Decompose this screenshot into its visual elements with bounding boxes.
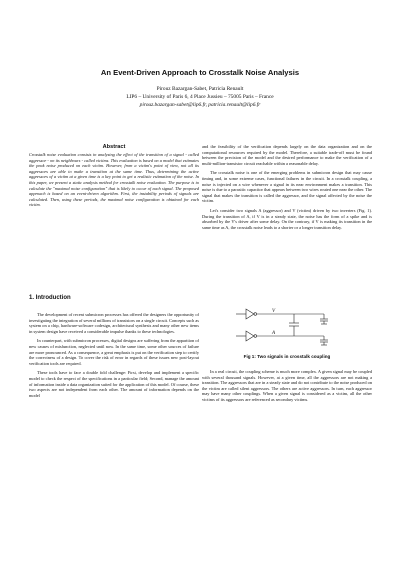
right-column-bottom bbox=[202, 369, 372, 403]
figure-label-a: A bbox=[272, 331, 276, 336]
section-heading-introduction: 1. Introduction bbox=[29, 295, 71, 301]
right-paragraph-2: The crosstalk noise is one of the emerging problems in submicron design that may cause timing and, in some extreme cases, functional failures in the circuit. In a crosstalk coupling, a noise is injected on a wire whenever a signal in its near environment makes a transition. This noise is due to a parasitic capacitor that appears between two wires routed one near the other. The signal that makes the transition is called the aggressor, and the signal affected by the noise the victim. bbox=[202, 170, 372, 204]
right-paragraph-1: and the feasibility of the verification depends largely on the data organization and on the computational resources required by the model. Therefore, a suitable trade-off must be found between the precision of the model and the desired performance to make the verification of a multi-million-transistor circuit reachable within a reasonable delay. bbox=[202, 144, 372, 166]
intro-paragraph: These tools have to face a double fold challenge: First, develop and implement a specific model to check the respect of the specifications in a particular field; Second, manage the amount of information inside a data organization suited for the application of this model. Of course, these two aspects are not independent from each other. The amount of information depends on the model bbox=[29, 370, 199, 398]
figure-label-v: V bbox=[272, 309, 276, 314]
intro-paragraph: In counterpart, with submicron processes, digital designs are suffering from the apparition of new causes of misfunction, neglected until now. In the same time, some other sources of failure are more pronounced. As a consequence, a great emphasis is put on the verification step to certify the correctness of a design. To cover the risk of error in regards of these issues new post-layout verification tools are required. bbox=[29, 338, 199, 366]
abstract-text: Crosstalk noise evaluation consists in analysing the effect of the transition of a signal - called aggressor - on its neighbours - called victims. This evaluation is based on a model that estimates the peak noise produced on each victim. However, from a victim's point of view, not all its aggressors are able to make a transition at the same time. Thus, determining the active aggressors of a victim at a given time is a key point to get a realistic estimation of the noise. In this paper, we present a static analysis method for crosstalk noise evaluation. The purpose is to calculate the "maximal noise configuration" that is likely to occur of each signal. The proposed approach is based on an event-driven algorithm. First, the instability periods of signals are calculated. Then, using these periods, the maximal noise configuration is obtained for each victim. bbox=[29, 152, 199, 208]
paper-authors: Pirouz Bazargan-Sabet, Patricia Renault bbox=[156, 86, 244, 92]
introduction-body bbox=[29, 312, 199, 402]
paper-title: An Event-Driven Approach to Crosstalk Noise Analysis bbox=[100, 68, 300, 77]
right-paragraph-3: Let's consider two signals A (aggressor) and V (victim) driven by two inverters (Fig. 1). During the transition of A, if V is in a steady state, the noise has the form of a spike and is absorbed by the V's driver after some delay. On the contrary, if V is making its transition in the same time as A, the crosstalk noise leads to a shorter or a longer transition delay. bbox=[202, 207, 372, 230]
paper-affiliation: LIP6 – University of Paris 6, 4 Place Jussieu – 75005 Paris – France bbox=[126, 94, 274, 100]
paper-emails: pirouz.bazargan-sabet@lip6.fr, patricia.renault@lip6.fr bbox=[139, 102, 261, 108]
abstract-heading: Abstract bbox=[102, 144, 126, 150]
figure-caption: Fig 1: Two signals in crosstalk coupling bbox=[243, 354, 331, 359]
right-paragraph-4: In a real circuit, the coupling scheme is much more complex. A given signal may be coupled with several thousand signals. However, at a given time, all the aggressors are not making a transition. The aggressors that are in a steady state and do not contribute to the noise produced on the victim are called silent aggressors. The others are active aggressors. In turn, each aggressor may have many other couplings. When a given signal is considered as a victim, all the other victims of its aggressors are referenced as secondary victims. bbox=[202, 369, 372, 402]
inverter-v-icon bbox=[246, 309, 254, 319]
crosstalk-coupling-figure bbox=[232, 305, 352, 347]
inverter-a-icon bbox=[246, 331, 254, 341]
right-column-top bbox=[202, 144, 372, 234]
intro-paragraph: The development of recent submicron processes has offered the designers the opportunity of investigating the integration of several millions of transistors on a single circuit. Concepts such as system on a chip, hardware-software codesign, architectural synthesis and many other new items in system design have received a considerable impulse thanks to these technologies. bbox=[29, 312, 199, 334]
